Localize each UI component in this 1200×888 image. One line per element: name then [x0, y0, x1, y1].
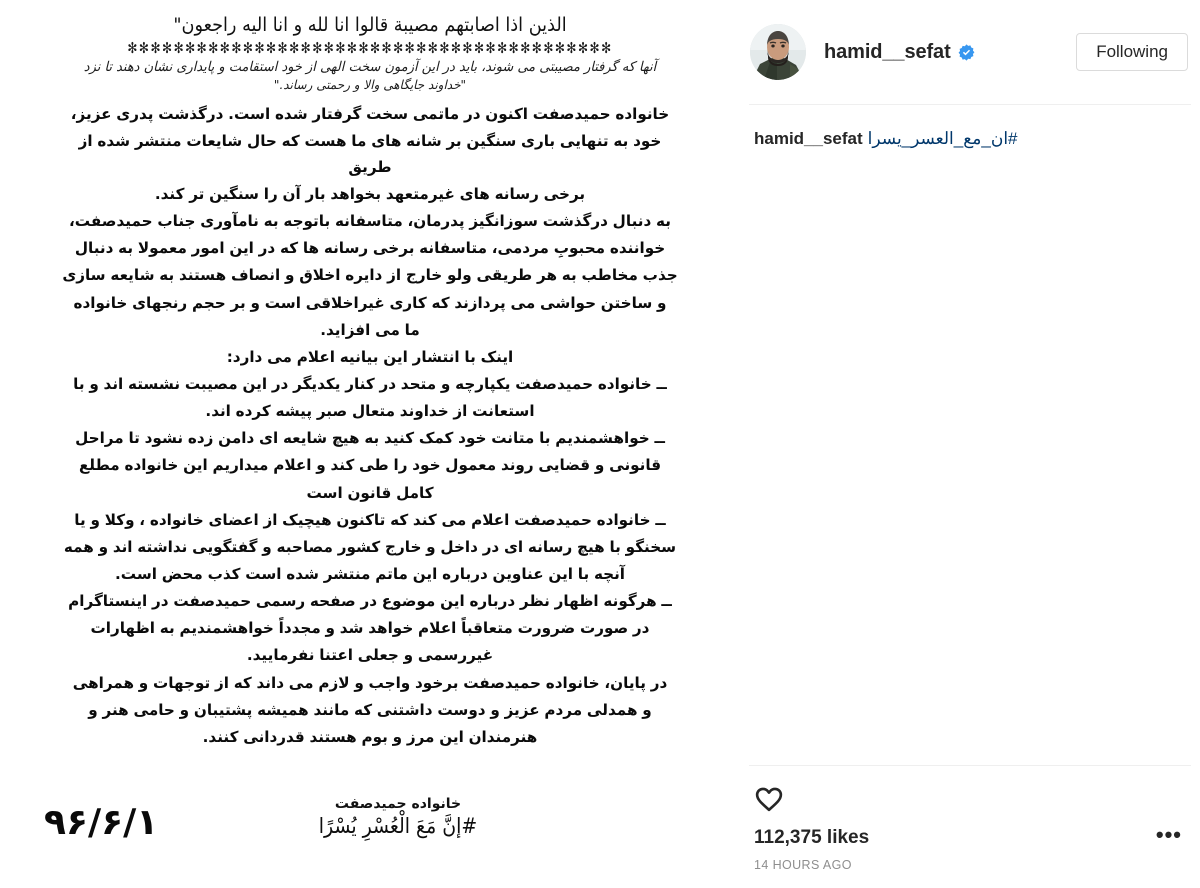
username-block	[824, 41, 1076, 64]
heart-icon[interactable]	[754, 784, 784, 814]
likes-row	[754, 820, 1186, 852]
statement-line: و همدلی مردم عزیز و دوست داشتنی که مانند همیشه پشتیبان و حامی هنر و	[88, 700, 652, 719]
statement-line: ما می افزاید.	[320, 320, 420, 339]
statement-bullet-line: ــ خانواده حمیدصفت اعلام می کند که تاکنون هیچیک از اعضای خانواده ، وکلا و یا	[74, 510, 666, 529]
post-header	[740, 0, 1200, 104]
statement-line: سخنگو با هیچ رسانه ای در داخل و خارج کشور مصاحبه و گفتگویی نداشته اند و همه	[63, 537, 677, 556]
post-username[interactable]: hamid__sefat	[824, 40, 951, 63]
engagement-area	[740, 766, 1200, 888]
statement-line: هنرمندان این مرز و بوم هستند قدردانی کنند.	[202, 727, 538, 746]
verified-badge-icon	[958, 44, 975, 61]
caption-text	[754, 127, 1186, 152]
calligraphy-note-line-2: "خداوند جایگاهی والا و رحمتی رساند."	[273, 76, 467, 92]
statement-line: اینک با انتشار این بیانیه اعلام می دارد:	[226, 347, 514, 366]
statement-line: در پایان، خانواده حمیدصفت برخود واجب و لازم می داند که از توجهات و همراهی	[72, 673, 668, 692]
statement-line: خواننده محبوبِ مردمی، متاسفانه برخی رسانه ها که در این امور معمولا به دنبال	[74, 239, 666, 258]
post-sidebar	[740, 0, 1200, 888]
statement-date: ۹۶/۶/۱	[44, 802, 159, 843]
statement-line: کامل قانون است	[306, 483, 434, 502]
ellipsis-icon[interactable]: •••	[1155, 822, 1182, 847]
action-bar	[754, 766, 1186, 820]
statement-line: به دنبال درگذشت سوزانگیز پدرمان، متاسفانه باتوجه به نامآوری جناب حمیدصفت،	[69, 212, 671, 231]
statement-line: جذب مخاطب به هر طریقی ولو خارج از دایره اخلاق و انصاف هستند به شایعه سازی	[62, 266, 678, 285]
statement-body	[62, 101, 678, 750]
caption-area	[740, 105, 1200, 765]
statement-line: غیررسمی و جعلی اعتنا نفرمایید.	[246, 646, 494, 665]
statement-line: خود به تنهایی باری سنگین بر شانه های ما هست که حال شایعات منتشر شده از طریق	[78, 131, 662, 176]
post-timestamp: 14 HOURS AGO	[754, 858, 852, 872]
follow-button[interactable]: Following	[1076, 33, 1188, 72]
statement-bullet-line: ــ هرگونه اظهار نظر درباره این موضوع در صفحه رسمی حمیدصفت در اینستاگرام	[68, 592, 672, 611]
signature-family-name: خانواده حمیدصفت	[334, 796, 462, 812]
statement-line: استعانت از خداوند متعال صبر پیشه کرده اند.	[205, 402, 535, 421]
statement-line: در صورت ضرورت متعاقباً اعلام خواهد شد و مجدداً خواهشمندیم به اظهارات	[90, 619, 650, 638]
avatar[interactable]	[750, 24, 806, 80]
statement-line: خانواده حمیدصفت اکنون در ماتمی سخت گرفتار شده است. درگذشت پدری عزیز،	[70, 104, 670, 123]
statement-bullet-line: ــ خواهشمندیم با متانت خود کمک کنید به هیچ شایعه ای دامن زده نشود تا مراحل	[75, 429, 665, 448]
caption-username-link[interactable]: hamid__sefat	[754, 129, 863, 148]
statement-line: آنچه با این عناوین درباره این ماتم منتشر شده است کذب محض است.	[114, 564, 626, 583]
calligraphy-note-line-1: آنها که گرفتار مصیبتی می شوند، باید در این آزمون سخت الهی از خود استقامت و پایداری نشان دهند تا نزد	[83, 58, 657, 75]
quranic-verse: الذین اذا اصابتهم مصیبة قالوا انا لله و انا الیه راجعون"	[173, 14, 567, 36]
likes-count[interactable]: 112,375 likes	[754, 827, 870, 848]
signature-block	[0, 796, 740, 882]
statement-bullet-line: ــ خانواده حمیدصفت یکپارچه و متحد در کنار یکدیگر در این مصیبت نشسته اند و با	[73, 374, 667, 393]
statement-line: قانونی و قضایی روند معمول خود را طی کند و اعلام میداریم این خانواده مطلع	[78, 456, 662, 475]
statement-line: و ساختن حواشی می پردازند که کاری غیراخلاقی است و بر حجم رنجهای خانواده	[73, 293, 667, 312]
statement-line: برخی رسانه های غیرمتعهد بخواهد بار آن را سنگین تر کند.	[154, 184, 586, 203]
signature-calligraphic-hashtag: #إنَّ مَعَ الْعُسْرِ يُسْرًا	[318, 814, 478, 838]
caption-hashtag-link[interactable]: #ان_مع_العسر_یسرا	[867, 129, 1018, 148]
calligraphy-note	[74, 57, 665, 95]
asterisk-divider: ✻✻✻✻✻✻✻✻✻✻✻✻✻✻✻✻✻✻✻✻✻✻✻✻✻✻✻✻✻✻✻✻✻✻✻✻✻✻✻✻✻✻	[127, 40, 613, 56]
